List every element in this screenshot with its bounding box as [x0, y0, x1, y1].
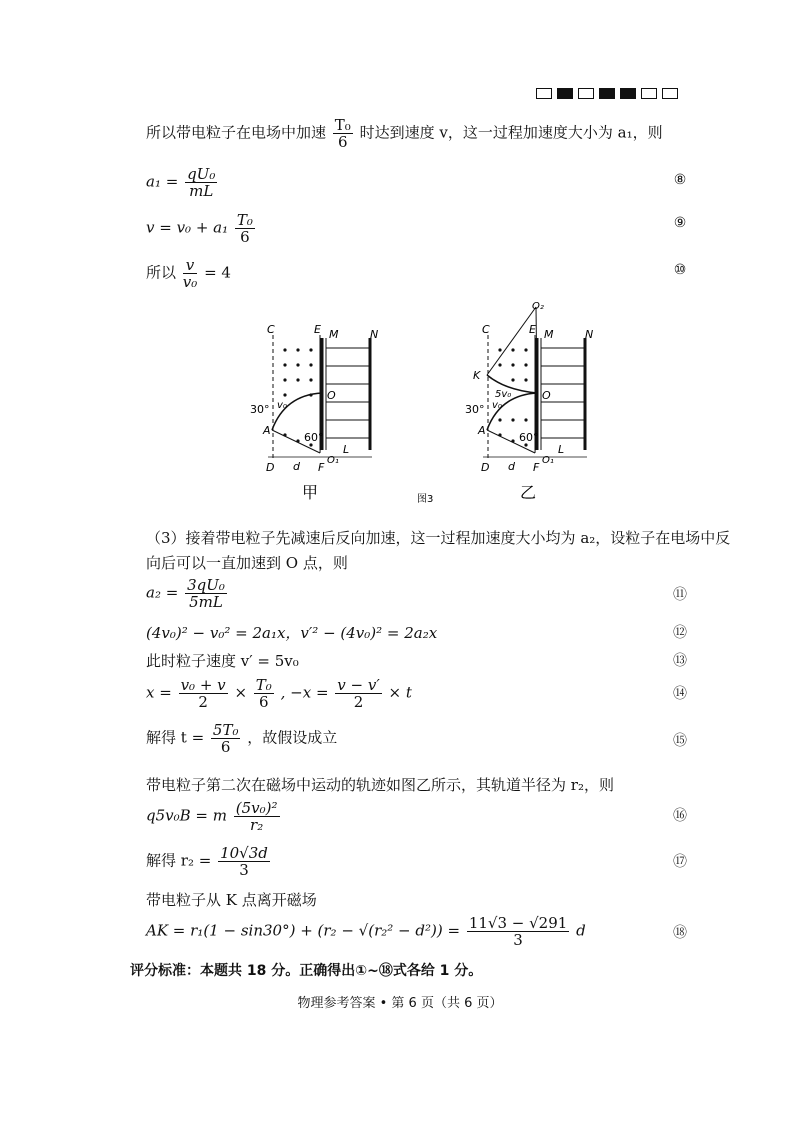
- denominator: 3: [239, 861, 249, 879]
- label-d-small: d: [508, 460, 515, 473]
- label-5v0: 5v₀: [495, 389, 512, 400]
- text: 解得 t =: [146, 728, 205, 747]
- equation-11: [146, 577, 229, 610]
- eq-number: ⑪: [673, 587, 687, 603]
- denominator: 3: [513, 931, 523, 949]
- equation-16: [146, 800, 282, 833]
- label-v0: v₀: [277, 400, 287, 411]
- label-o: O: [327, 389, 336, 402]
- text: 此时粒子速度 v′ = 5v₀: [146, 652, 299, 670]
- header-mark: [620, 88, 636, 99]
- figure-3: [230, 295, 610, 510]
- label-m: M: [329, 328, 339, 341]
- label-v0: v₀: [492, 400, 502, 411]
- fraction: [234, 800, 280, 833]
- text: × t: [388, 683, 412, 702]
- label-n: N: [370, 328, 379, 341]
- label-a: A: [478, 424, 486, 437]
- denominator: mL: [189, 182, 214, 200]
- text: 时达到速度 v，这一过程加速度大小为 a₁，则: [359, 123, 663, 142]
- text: a₁ =: [146, 172, 179, 191]
- text: ，故假设成立: [247, 728, 338, 747]
- numerator: T₀: [236, 211, 253, 229]
- equation-14: [146, 677, 412, 710]
- label-yi: 乙: [520, 483, 537, 502]
- label-n: N: [585, 328, 594, 341]
- equation-15: [146, 722, 337, 755]
- label-l: L: [558, 443, 565, 456]
- figure-caption: 图3: [417, 494, 434, 505]
- fraction: [185, 166, 217, 199]
- page-footer: 物理参考答案 • 第 6 页（共 6 页）: [297, 996, 503, 1011]
- eq-number: ⑧: [673, 172, 687, 188]
- label-d-small: d: [293, 460, 300, 473]
- numerator: 11√3 − √291: [468, 914, 568, 932]
- equation-9: [146, 212, 257, 245]
- fraction: [333, 117, 353, 150]
- label-d: D: [266, 461, 275, 474]
- equation-12: [146, 622, 437, 643]
- fraction: [254, 677, 274, 710]
- denominator: 6: [240, 228, 250, 246]
- eq-number: ⑩: [673, 262, 687, 278]
- text: = 4: [204, 263, 231, 282]
- numerator: v₀ + v: [180, 676, 226, 694]
- text: AK = r₁(1 − sin30°) + (r₂ − √(r₂² − d²)) =: [146, 921, 461, 940]
- label-a: A: [263, 424, 271, 437]
- label-jia: 甲: [302, 483, 319, 502]
- denominator: 2: [353, 693, 364, 711]
- text: a₂ =: [146, 583, 179, 602]
- text: , −x =: [280, 683, 329, 702]
- label-e: E: [529, 323, 536, 336]
- equation-8: [146, 166, 219, 199]
- numerator: T₀: [334, 116, 351, 134]
- numerator: 5T₀: [212, 721, 239, 739]
- fraction: [467, 915, 569, 948]
- fraction: [218, 845, 270, 878]
- denominator: r₂: [250, 816, 264, 834]
- paragraph-5: 带电粒子从 K 点离开磁场: [146, 891, 317, 909]
- label-angle-30: 30°: [465, 403, 485, 416]
- header-mark: [662, 88, 678, 99]
- equation-18: [146, 915, 586, 948]
- text: q5v₀B = m: [146, 806, 227, 825]
- paragraph-3-line-1: （3）接着带电粒子先减速后反向加速，这一过程加速度大小均为 a₂，设粒子在电场中反: [146, 529, 731, 547]
- denominator: 6: [220, 738, 231, 756]
- eq-number: ⑬: [673, 653, 687, 669]
- text: x =: [146, 683, 172, 702]
- numerator: v: [183, 257, 198, 274]
- header-mark: [641, 88, 657, 99]
- label-c: C: [482, 323, 490, 336]
- label-k: K: [473, 369, 481, 382]
- header-mark: [578, 88, 594, 99]
- eq-number: ⑭: [673, 686, 687, 702]
- text: 所以: [146, 263, 177, 282]
- fraction: [235, 212, 255, 245]
- fraction: [211, 722, 241, 755]
- eq-number: ⑯: [673, 808, 687, 824]
- header-mark: [557, 88, 573, 99]
- denominator: 6: [338, 133, 348, 151]
- text: d: [576, 921, 586, 940]
- header-mark: [599, 88, 615, 99]
- denominator: 6: [259, 693, 269, 711]
- label-f: F: [318, 461, 325, 474]
- fraction: [335, 677, 381, 710]
- label-m: M: [544, 328, 554, 341]
- label-o: O: [542, 389, 551, 402]
- equation-17: [146, 845, 272, 878]
- label-angle-60: 60°: [519, 431, 539, 444]
- label-o1: O₁: [327, 455, 339, 466]
- numerator: v − v′: [337, 676, 380, 694]
- label-angle-60: 60°: [304, 431, 324, 444]
- label-d: D: [481, 461, 490, 474]
- header-mark: [536, 88, 552, 99]
- trajectory: [272, 393, 322, 430]
- denominator: v₀: [182, 273, 198, 291]
- diagram-left: [250, 323, 378, 502]
- paragraph-3-line-2: 向后可以一直加速到 O 点，则: [146, 554, 348, 572]
- numerator: 10√3d: [220, 844, 268, 862]
- text: 所以带电粒子在电场中加速: [146, 123, 327, 142]
- eq-number: ⑨: [673, 215, 687, 231]
- fraction: [179, 677, 228, 710]
- denominator: 5mL: [189, 593, 223, 611]
- label-angle-30: 30°: [250, 403, 270, 416]
- fraction: [183, 257, 198, 290]
- eq-number: ⑫: [673, 625, 687, 641]
- header-page-marks: [536, 88, 678, 99]
- label-e: E: [314, 323, 321, 336]
- text: (4v₀)² − v₀² = 2a₁x，v′² − (4v₀)² = 2a₂x: [146, 624, 438, 642]
- numerator: (5v₀)²: [235, 799, 278, 817]
- scoring-note: 评分标准：本题共 18 分。正确得出①~⑱式各给 1 分。: [130, 963, 483, 979]
- text: 解得 r₂ =: [146, 851, 212, 870]
- label-o1: O₁: [542, 455, 554, 466]
- text: ×: [234, 683, 248, 702]
- label-f: F: [533, 461, 540, 474]
- eq-number: ⑱: [673, 925, 687, 941]
- diagram-right: [465, 301, 593, 502]
- label-l: L: [343, 443, 350, 456]
- eq-number: ⑮: [673, 733, 687, 749]
- label-c: C: [267, 323, 275, 336]
- numerator: 3qU₀: [187, 576, 225, 594]
- paragraph-4: 带电粒子第二次在磁场中运动的轨迹如图乙所示，其轨道半径为 r₂，则: [146, 776, 614, 794]
- text-line-1: [146, 117, 663, 150]
- eq-number: ⑰: [673, 854, 687, 870]
- fraction: [185, 577, 227, 610]
- label-o2: O₂: [532, 301, 544, 312]
- text: v = v₀ + a₁: [146, 218, 229, 237]
- equation-13: [146, 650, 299, 671]
- numerator: T₀: [255, 676, 272, 694]
- numerator: qU₀: [187, 165, 216, 183]
- equation-10: [146, 257, 231, 290]
- denominator: 2: [198, 693, 208, 711]
